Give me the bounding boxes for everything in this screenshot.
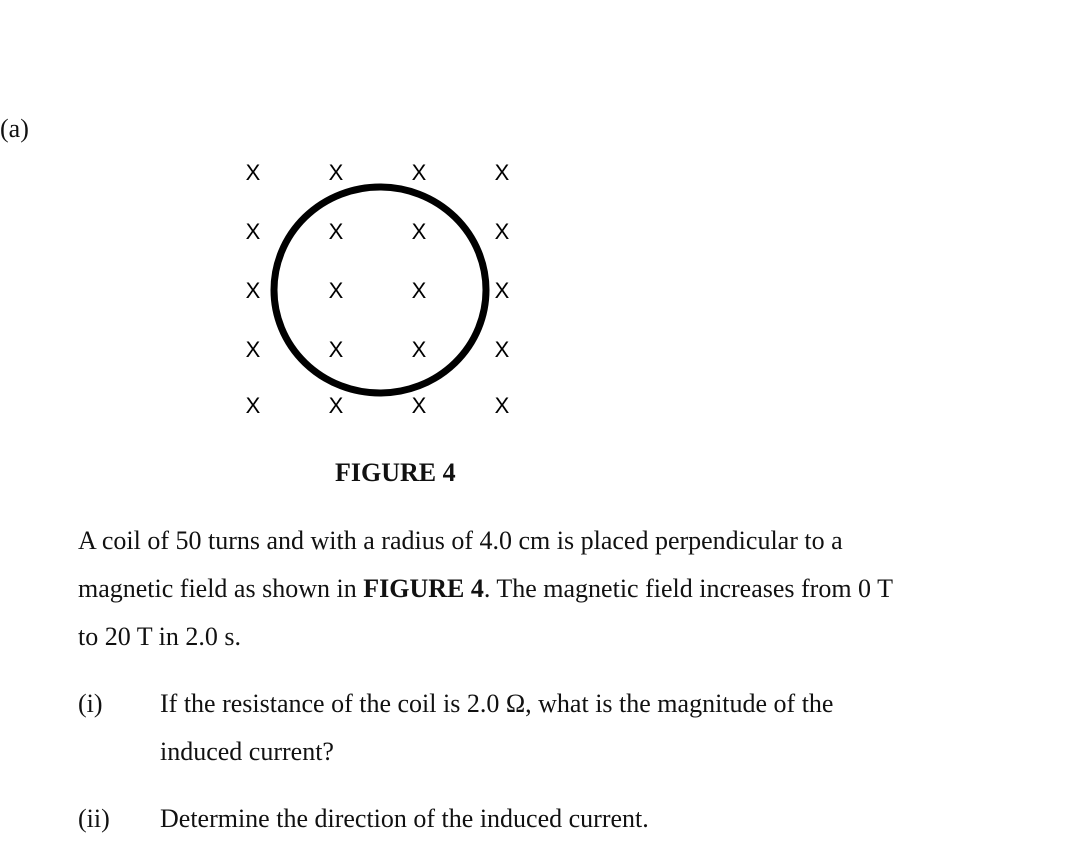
paragraph-line-3: to 20 T in 2.0 s. <box>78 622 242 651</box>
question-text: Determine the direction of the induced current. <box>160 804 649 833</box>
field-cross-mark: X <box>245 337 261 362</box>
question-text: If the resistance of the coil is 2.0 Ω, what is the magnitude of the <box>160 689 834 718</box>
field-cross-mark: X <box>494 278 510 303</box>
text: . The magnetic field increases from 0 T <box>483 574 893 603</box>
paragraph-line-2 <box>78 576 893 602</box>
field-cross-mark: X <box>411 337 427 362</box>
field-cross-mark: X <box>411 160 427 185</box>
field-cross-mark: X <box>494 219 510 244</box>
paragraph-line-1: A coil of 50 turns and with a radius of 4.0 cm is placed perpendicular to a <box>78 526 843 555</box>
coil <box>274 187 486 393</box>
figure-reference: FIGURE 4 <box>363 574 484 603</box>
question-number: (i) <box>78 689 103 718</box>
part-label: (a) <box>0 114 29 143</box>
field-cross-mark: X <box>245 219 261 244</box>
field-cross-mark: X <box>411 278 427 303</box>
field-cross-mark: X <box>328 219 344 244</box>
field-cross-mark: X <box>328 337 344 362</box>
field-cross-mark: X <box>245 160 261 185</box>
field-cross-mark: X <box>411 219 427 244</box>
field-cross-mark: X <box>411 393 427 418</box>
field-cross-mark: X <box>494 393 510 418</box>
field-cross-mark: X <box>494 160 510 185</box>
field-cross-mark: X <box>245 393 261 418</box>
question-number: (ii) <box>78 804 110 833</box>
field-cross-mark: X <box>328 393 344 418</box>
field-cross-mark: X <box>328 278 344 303</box>
field-cross-mark: X <box>328 160 344 185</box>
text: magnetic field as shown in <box>78 574 364 603</box>
question-text: induced current? <box>160 737 334 766</box>
field-cross-mark: X <box>494 337 510 362</box>
field-cross-mark: X <box>245 278 261 303</box>
magnetic-field-into-page <box>246 160 510 418</box>
figure-caption: FIGURE 4 <box>335 458 456 487</box>
